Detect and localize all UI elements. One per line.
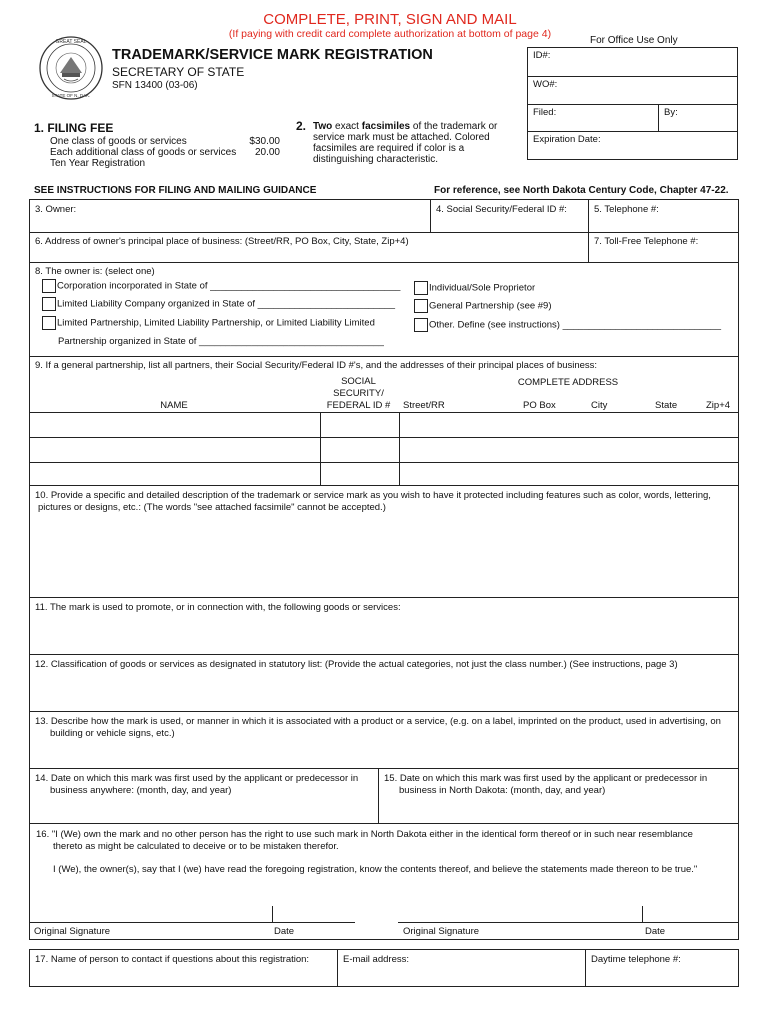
facsimiles-middle: exact: [332, 121, 362, 132]
signature-1-field[interactable]: [31, 902, 271, 922]
checkbox[interactable]: [42, 279, 56, 293]
partner-row-3[interactable]: [30, 462, 738, 485]
signature-2-date-label: Date: [645, 926, 666, 937]
owner-field[interactable]: 3. Owner:: [35, 204, 77, 215]
q16-affirmation: I (We), the owner(s), say that I (we) have read the foregoing registration, know the contents thereof, and believe the statements made thereon to be true.": [53, 864, 698, 875]
fee-row-2-amount: 20.00: [254, 147, 280, 158]
contact-box: [29, 949, 739, 987]
office-expiration-field[interactable]: Expiration Date:: [533, 134, 601, 145]
option-label: Individual/Sole Proprietor: [429, 282, 536, 294]
col-street: Street/RR: [403, 400, 445, 411]
filing-fee-heading: 1. FILING FEE: [34, 121, 114, 135]
fee-row-1-amount: $30.00: [249, 136, 280, 147]
option-label: Other. Define (see instructions) ______________________________: [429, 319, 722, 331]
facsimiles-number: 2.: [296, 119, 307, 133]
option-limited-partnership-cont: Partnership organized in State of ___________________________________: [58, 336, 384, 347]
checkbox[interactable]: [414, 318, 428, 332]
office-by-field[interactable]: By:: [664, 107, 678, 118]
option-label: Corporation incorporated in State of ____________________________________: [57, 280, 401, 292]
q12-text: 12. Classification of goods or services as designated in statutory list: (Provide the actual categories, not just the class number.) (See instructions, page 3): [35, 659, 678, 670]
checkbox[interactable]: [414, 281, 428, 295]
q10-box[interactable]: [29, 485, 739, 598]
option-corporation[interactable]: [42, 279, 400, 293]
address-field[interactable]: 6. Address of owner's principal place of business: (Street/RR, PO Box, City, State, Zip+4): [35, 236, 409, 247]
signature-2-label: Original Signature: [403, 926, 480, 937]
q13-text: 13. Describe how the mark is used, or manner in which it is associated with a product or a service, (e.g. on a label, imprinted on the product, used in advertising, on building or vehicle signs, etc.): [35, 716, 721, 739]
telephone-field[interactable]: 5. Telephone #:: [594, 204, 659, 215]
contact-email-field[interactable]: E-mail address:: [343, 954, 409, 965]
col-name: NAME: [160, 400, 188, 411]
ssn-field[interactable]: 4. Social Security/Federal ID #:: [436, 204, 567, 215]
option-label: Limited Liability Company organized in State of __________________________: [57, 298, 396, 310]
col-state: State: [655, 400, 678, 411]
col-ssn-3: FEDERAL ID #: [326, 400, 391, 411]
q15-field[interactable]: 15. Date on which this mark was first used by the applicant or predecessor in business in North Dakota: (month, day, and year): [384, 773, 708, 796]
q11-box[interactable]: [29, 597, 739, 655]
banner-note: (If paying with credit card complete authorization at bottom of page 4): [228, 28, 552, 40]
col-ssn-2: SECURITY/: [333, 388, 384, 399]
form-title: TRADEMARK/SERVICE MARK REGISTRATION: [112, 47, 433, 63]
toll-free-field[interactable]: 7. Toll-Free Telephone #:: [594, 236, 699, 247]
q16-statement: 16. "I (We) own the mark and no other person has the right to use such mark in North Dakota either in the identical form thereof or in such near resemblance thereto as might be calculated to deceive or to be mistaken therefor.: [36, 829, 693, 852]
option-label: Limited Partnership, Limited Liability Partnership, or Limited Liability Limited: [57, 317, 375, 329]
guidance-right: For reference, see North Dakota Century Code, Chapter 47-22.: [434, 185, 729, 196]
checkbox[interactable]: [42, 297, 56, 311]
contact-phone-field[interactable]: Daytime telephone #:: [591, 954, 681, 965]
fee-row-3-label: Ten Year Registration: [50, 158, 146, 169]
checkbox[interactable]: [42, 316, 56, 330]
signature-2-date-field[interactable]: [643, 902, 738, 922]
office-wo-field[interactable]: WO#:: [533, 79, 558, 90]
q12-box[interactable]: [29, 654, 739, 712]
col-address: COMPLETE ADDRESS: [517, 377, 619, 388]
fee-row-1-label: One class of goods or services: [50, 136, 187, 147]
contact-name-field[interactable]: 17. Name of person to contact if questions about this registration:: [35, 954, 310, 965]
svg-text:STATE OF N. DAK.: STATE OF N. DAK.: [51, 93, 91, 98]
office-use-box: [527, 47, 738, 160]
partner-row-1[interactable]: [30, 412, 738, 436]
fee-row-2-label: Each additional class of goods or services: [50, 147, 237, 158]
banner: COMPLETE, PRINT, SIGN AND MAIL: [263, 11, 517, 28]
office-filed-field[interactable]: Filed:: [533, 107, 557, 118]
q13-box[interactable]: [29, 711, 739, 769]
state-seal-icon: [38, 35, 104, 101]
owner-block: [29, 199, 739, 263]
facsimiles-prefix: Two: [313, 121, 333, 132]
partner-row-2[interactable]: [30, 437, 738, 461]
col-ssn-1: SOCIAL: [341, 376, 376, 387]
option-label: General Partnership (see #9): [429, 300, 552, 312]
office-use-heading: For Office Use Only: [590, 35, 678, 46]
facsimiles-text: [313, 121, 513, 165]
signature-1-date-field[interactable]: [273, 902, 355, 922]
checkbox[interactable]: [414, 299, 428, 313]
option-other[interactable]: [414, 318, 721, 332]
signature-1-date-label: Date: [274, 926, 295, 937]
col-pobox: PO Box: [523, 400, 556, 411]
option-individual[interactable]: [414, 281, 535, 295]
partners-heading: 9. If a general partnership, list all partners, their Social Security/Federal ID #'s, and the addresses of their principal places of business:: [35, 360, 598, 371]
facsimiles-rest: of the trademark or service mark must be attached. Colored facsimiles are required if color is a distinguishing characteristic.: [313, 121, 498, 165]
guidance-left: SEE INSTRUCTIONS FOR FILING AND MAILING GUIDANCE: [34, 185, 317, 196]
agency-name: SECRETARY OF STATE: [112, 65, 245, 79]
signature-1-label: Original Signature: [34, 926, 111, 937]
option-limited-partnership[interactable]: [42, 316, 375, 330]
col-zip: Zip+4: [706, 400, 731, 411]
option-llc[interactable]: [42, 297, 395, 311]
signature-2-field[interactable]: [399, 902, 641, 922]
svg-text:GREAT SEAL: GREAT SEAL: [55, 39, 87, 45]
q10-text: 10. Provide a specific and detailed description of the trademark or service mark as you wish to have it protected including features such as color, words, lettering, pictures or designs, etc.: (The words "see attached facsimile" cannot be accepted.): [35, 490, 711, 513]
q14-q15-box: [29, 768, 739, 824]
q14-field[interactable]: 14. Date on which this mark was first used by the applicant or predecessor in business anywhere: (month, day, and year): [35, 773, 359, 796]
facsimiles-bold: facsimiles: [361, 121, 411, 132]
col-city: City: [591, 400, 608, 411]
q11-text: 11. The mark is used to promote, or in connection with, the following goods or services:: [35, 602, 401, 613]
office-id-field[interactable]: ID#:: [533, 50, 551, 61]
option-general-partnership[interactable]: [414, 299, 552, 313]
form-number: SFN 13400 (03-06): [112, 80, 198, 91]
owner-type-heading: 8. The owner is: (select one): [35, 266, 155, 277]
